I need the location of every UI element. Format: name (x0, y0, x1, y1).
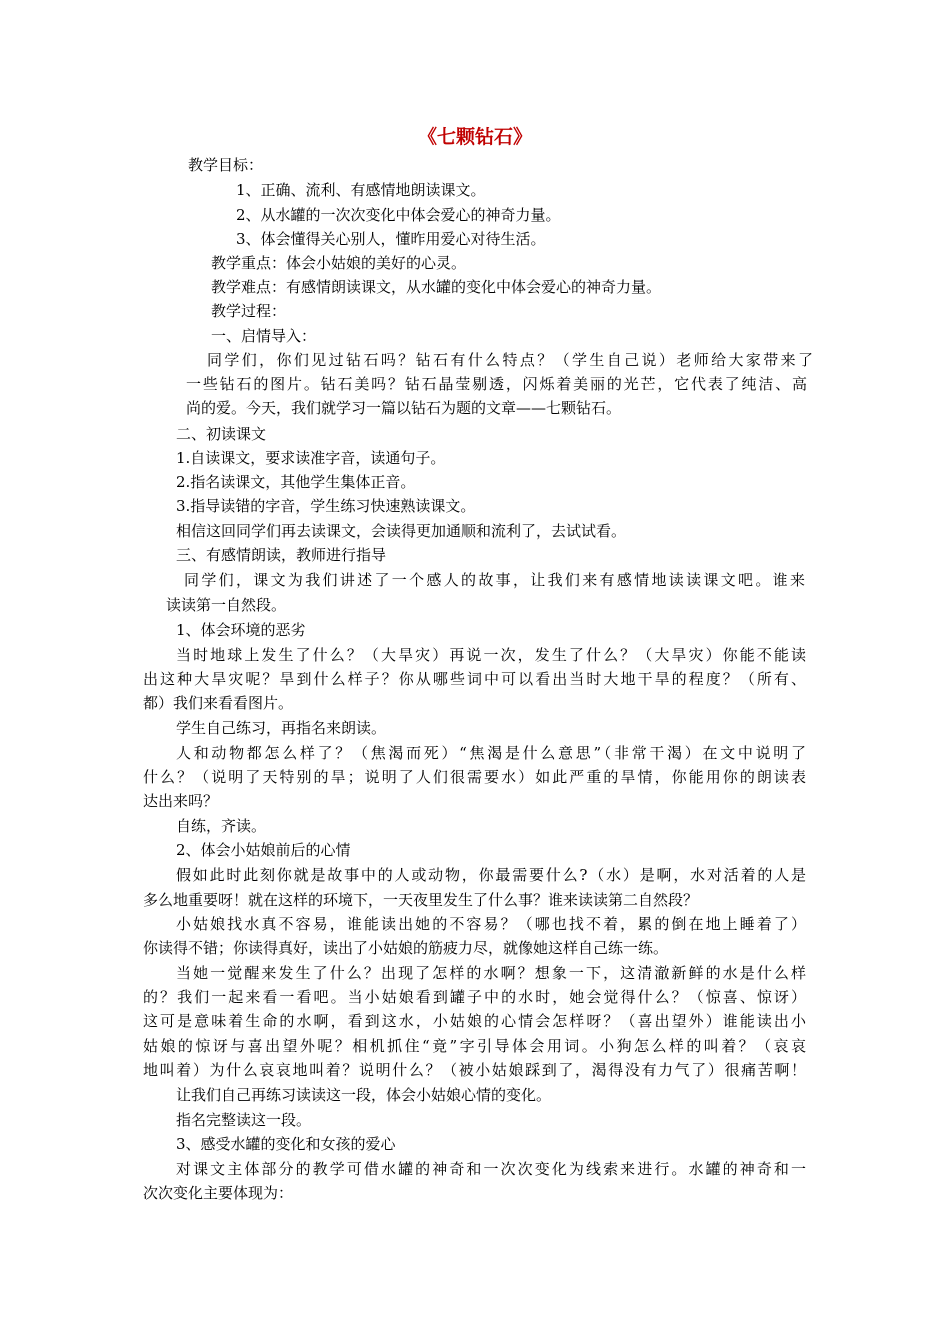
text-line: 二、初读课文 (176, 425, 267, 443)
text-line: 一些钻石的图片。钻石美吗？钻石晶莹剔透，闪烁着美丽的光芒，它代表了纯洁、高 (186, 375, 807, 393)
text-line: 同学们，你们见过钻石吗？钻石有什么特点？（学生自己说）老师给大家带来了 (207, 351, 813, 369)
text-line: 教学过程： (211, 302, 287, 320)
text-line: 你读得不错；你读得真好，读出了小姑娘的筋疲力尽，就像她这样自己练一练。 (143, 939, 669, 957)
text-line: 次次变化主要体现为： (143, 1184, 294, 1202)
text-line: 什么？（说明了天特别的旱；说明了人们很需要水）如此严重的旱情，你能用你的朗读表 (143, 768, 806, 786)
text-line: 学生自己练习，再指名来朗读。 (176, 719, 387, 737)
text-line: 3.指导读错的字音，学生练习快速熟读课文。 (176, 497, 476, 515)
text-line: 人和动物都怎么样了？（焦渴而死）“焦渴是什么意思”（非常干渴）在文中说明了 (176, 744, 806, 762)
text-line: 这可是意味着生命的水啊，看到这水，小姑娘的心情会怎样呀？（喜出望外）谁能读出小 (143, 1012, 806, 1030)
text-line: 相信这回同学们再去读课文，会读得更加通顺和流利了，去试试看。 (176, 522, 627, 540)
text-line: 教学重点：体会小姑娘的美好的心灵。 (211, 254, 467, 272)
text-line: 让我们自己再练习读读这一段，体会小姑娘心情的变化。 (176, 1086, 552, 1104)
text-line: 对课文主体部分的教学可借水罐的神奇和一次次变化为线索来进行。水罐的神奇和一 (176, 1160, 806, 1178)
text-line: 1、体会环境的恶劣 (176, 621, 306, 639)
text-line: 1、正确、流利、有感情地朗读课文。 (236, 181, 486, 199)
text-line: 3、体会懂得关心别人，懂昨用爱心对待生活。 (236, 230, 546, 248)
document-title: 《七颗钻石》 (417, 126, 532, 148)
text-line: 小姑娘找水真不容易，谁能读出她的不容易？（哪也找不着，累的倒在地上睡着了） (176, 915, 806, 933)
text-line: 三、有感情朗读，教师进行指导 (176, 546, 387, 564)
text-line: 达出来吗？ (143, 792, 219, 810)
text-line: 自练，齐读。 (176, 817, 267, 835)
text-line: 出这种大旱灾呢？旱到什么样子？你从哪些词中可以看出当时大地干旱的程度？（所有、 (143, 670, 806, 688)
text-line: 指名完整读这一段。 (176, 1111, 312, 1129)
text-line: 当她一觉醒来发生了什么？出现了怎样的水啊？想象一下，这清澈新鲜的水是什么样 (176, 964, 806, 982)
text-line: 假如此时此刻你就是故事中的人或动物，你最需要什么?（水）是啊，水对活着的人是 (176, 866, 806, 884)
text-line: 教学目标： (188, 156, 264, 174)
text-line: 当时地球上发生了什么？（大旱灾）再说一次，发生了什么？（大旱灾）你能不能读 (176, 646, 806, 664)
text-line: 的？我们一起来看一看吧。当小姑娘看到罐子中的水时，她会觉得什么？（惊喜、惊讶） (143, 988, 806, 1006)
text-line: 2、体会小姑娘前后的心情 (176, 841, 351, 859)
text-line: 同学们，课文为我们讲述了一个感人的故事，让我们来有感情地读读课文吧。谁来 (184, 571, 805, 589)
text-line: 3、感受水罐的变化和女孩的爱心 (176, 1135, 396, 1153)
text-line: 2.指名读课文，其他学生集体正音。 (176, 473, 416, 491)
text-line: 姑娘的惊讶与喜出望外呢？相机抓住“竟”字引导体会用词。小狗怎么样的叫着？（哀哀 (143, 1037, 806, 1055)
text-line: 一、启情导入： (211, 327, 317, 345)
text-line: 教学难点：有感情朗读课文，从水罐的变化中体会爱心的神奇力量。 (211, 278, 662, 296)
text-line: 读读第一自然段。 (166, 596, 287, 614)
text-line: 尚的爱。今天，我们就学习一篇以钻石为题的文章——七颗钻石。 (186, 399, 622, 417)
text-line: 都）我们来看看图片。 (143, 694, 294, 712)
text-line: 2、从水罐的一次次变化中体会爱心的神奇力量。 (236, 206, 561, 224)
text-line: 地叫着）为什么哀哀地叫着？说明什么？（被小姑娘踩到了，渴得没有力气了）很痛苦啊！ (143, 1061, 806, 1079)
text-line: 多么地重要呀！就在这样的环境下，一天夜里发生了什么事？谁来读读第二自然段？ (143, 891, 699, 909)
text-line: 1.自读课文，要求读准字音，读通句子。 (176, 449, 446, 467)
